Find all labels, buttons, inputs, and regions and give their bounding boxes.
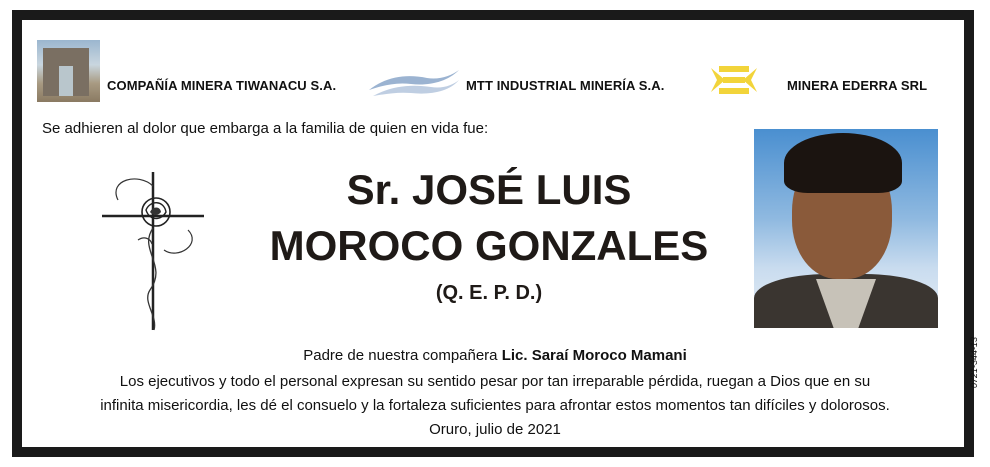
intro-text: Se adhieren al dolor que embarga a la familia de quien en vida fue: <box>42 120 489 137</box>
place-date: Oruro, julio de 2021 <box>429 421 561 438</box>
message-line1: Los ejecutivos y todo el personal expresan su sentido pesar por tan irreparable pérdida, ruegan a Dios que en su <box>119 373 871 390</box>
company-name-ederra: MINERA EDERRA SRL <box>787 78 928 93</box>
daughter-name: Lic. Saraí Moroco Mamani <box>501 347 687 364</box>
father-line-prefix: Padre de nuestra compañera <box>303 347 502 364</box>
deceased-photo <box>754 129 938 328</box>
company-name-tiwanacu: COMPAÑÍA MINERA TIWANACU S.A. <box>107 78 337 93</box>
qepd-text: (Q. E. P. D.) <box>435 282 543 304</box>
ad-code: 0721-344-13 <box>969 336 979 388</box>
father-line <box>0 347 990 364</box>
cross-rose-icon <box>98 170 208 332</box>
company-name-mtt: MTT INDUSTRIAL MINERÍA S.A. <box>466 78 665 93</box>
mtt-wave-logo-icon <box>367 68 461 98</box>
message-line2: infinita misericordia, les dé el consuelo y la fortaleza suficientes para afrontar estos momentos tan difíciles y dolorosos. <box>100 397 890 414</box>
deceased-name-line1: Sr. JOSÉ LUIS <box>346 166 632 213</box>
tiwanacu-logo-icon <box>37 40 100 102</box>
deceased-name-line2: MOROCO GONZALES <box>269 222 709 269</box>
ederra-emblem-icon <box>711 66 757 94</box>
